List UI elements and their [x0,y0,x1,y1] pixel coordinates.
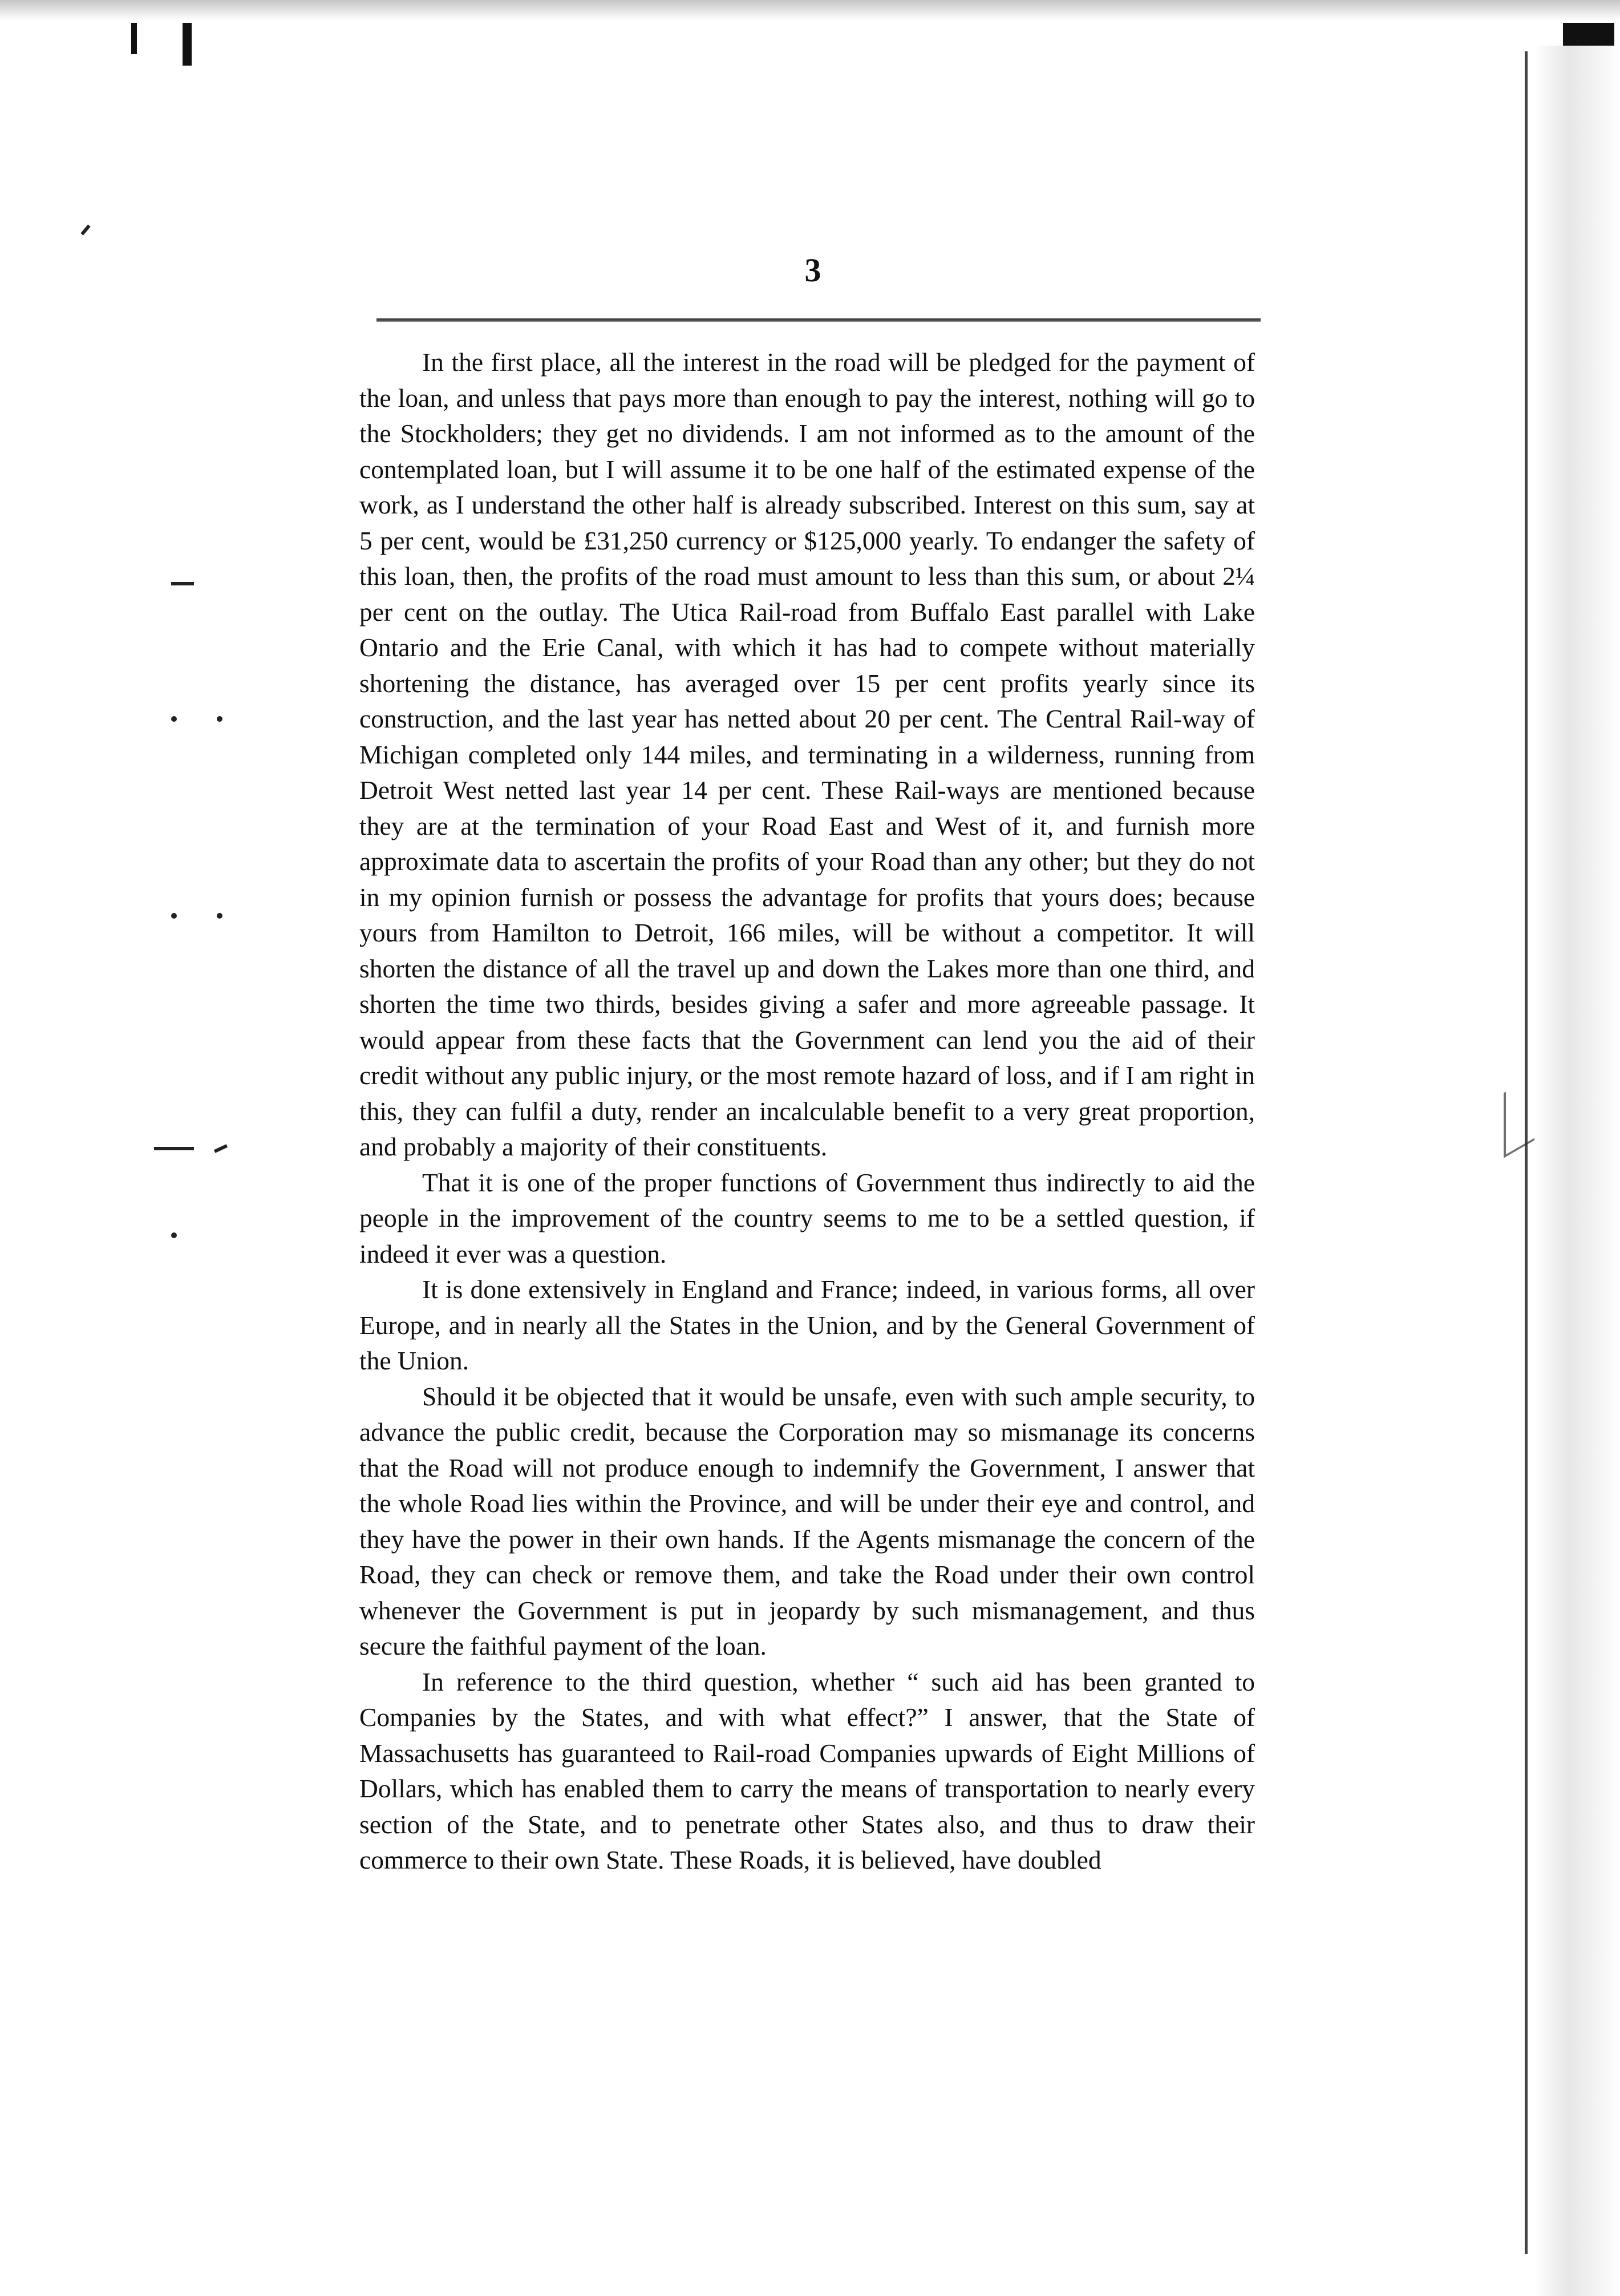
page-fold-line [1525,51,1540,2254]
margin-speck [80,224,90,235]
paragraph: In the first place, all the interest in the road will be pledged for the payment of the loan, and unless that pays more than enough to pay the interest, nothing will go to the Stockholders; they get no dividends. I am not informed as to the amount of the contemplated loan, but I will assume it to be one half of the estimated expense of the work, as I understand the other half is already subscribed. Interest on this sum, say at 5 per cent, would be £31,250 currency or $125,000 yearly. To endanger the safety of this loan, then, the profits of the road must amount to less than this sum, or about 2¼ per cent on the outlay. The Utica Rail-road from Buffalo East parallel with Lake Ontario and the Erie Canal, with which it has had to compete without materially shortening the distance, has averaged over 15 per cent profits yearly since its construction, and the last year has netted about 20 per cent. The Central Rail-way of Michigan completed only 144 miles, and terminating in a wilderness, running from Detroit West netted last year 14 per cent. These Rail-ways are mentioned because they are at the termination of your Road East and West of it, and furnish more approximate data to ascertain the profits of your Road than any other; but they do not in my opinion furnish or possess the advantage for profits that yours does; because yours from Hamilton to Detroit, 166 miles, will be without a competitor. It will shorten the distance of all the travel up and down the Lakes more than one third, and shorten the time two thirds, besides giving a safer and more agreeable passage. It would appear from these facts that the Government can lend you the aid of their credit without any public injury, or the most remote hazard of loss, and if I am right in this, they can fulfil a duty, render an incalculable benefit to a very great proportion, and probably a majority of their constituents. [359,347,1255,1161]
scan-right-edge [1534,46,1620,2296]
margin-speck [217,913,222,919]
scan-top-edge [0,0,1620,23]
header-rule [376,318,1261,322]
margin-speck [214,1144,228,1153]
paragraph: In reference to the third question, whether “ such aid has been granted to Companies by the States, and with what effect?” I answer, that the State of Massachusetts has guaranteed to Rail-road Companies upwards of Eight Millions of Dollars, which has enabled them to carry the means of transportation to nearly every section of the State, and to penetrate other States also, and thus to draw their commerce to their own State. These Roads, it is believed, have doubled [359,1667,1255,1874]
margin-speck [171,913,177,919]
paragraph: It is done extensively in England and France; indeed, in various forms, all over Europe, and in nearly all the States in the Union, and by the General Government of the Union. [359,1275,1255,1375]
paragraph: Should it be objected that it would be unsafe, even with such ample security, to advance the public credit, because the Corporation may so mismanage its concerns that the Road will not produce enough to indemnify the Government, I answer that the whole Road lies within the Province, and will be under their eye and control, and they have the power in their own hands. If the Agents mismanage the concern of the Road, they can check or remove them, and take the Road under their own control whenever the Government is put in jeopardy by such mismanagement, and thus secure the faithful payment of the loan. [359,1381,1255,1660]
body-text [359,345,1255,1878]
margin-speck [154,1147,194,1150]
margin-speck [171,582,194,585]
scan-mark [1563,23,1614,46]
scan-mark [131,23,137,54]
margin-speck [171,1232,177,1238]
scan-mark [183,23,192,66]
margin-speck [171,716,177,722]
paragraph: That it is one of the proper functions of Government thus indirectly to aid the people in the improvement of the country seems to me to be a settled question, if indeed it ever was a question. [359,1167,1255,1268]
margin-speck [217,716,222,722]
page-number: 3 [804,252,821,289]
